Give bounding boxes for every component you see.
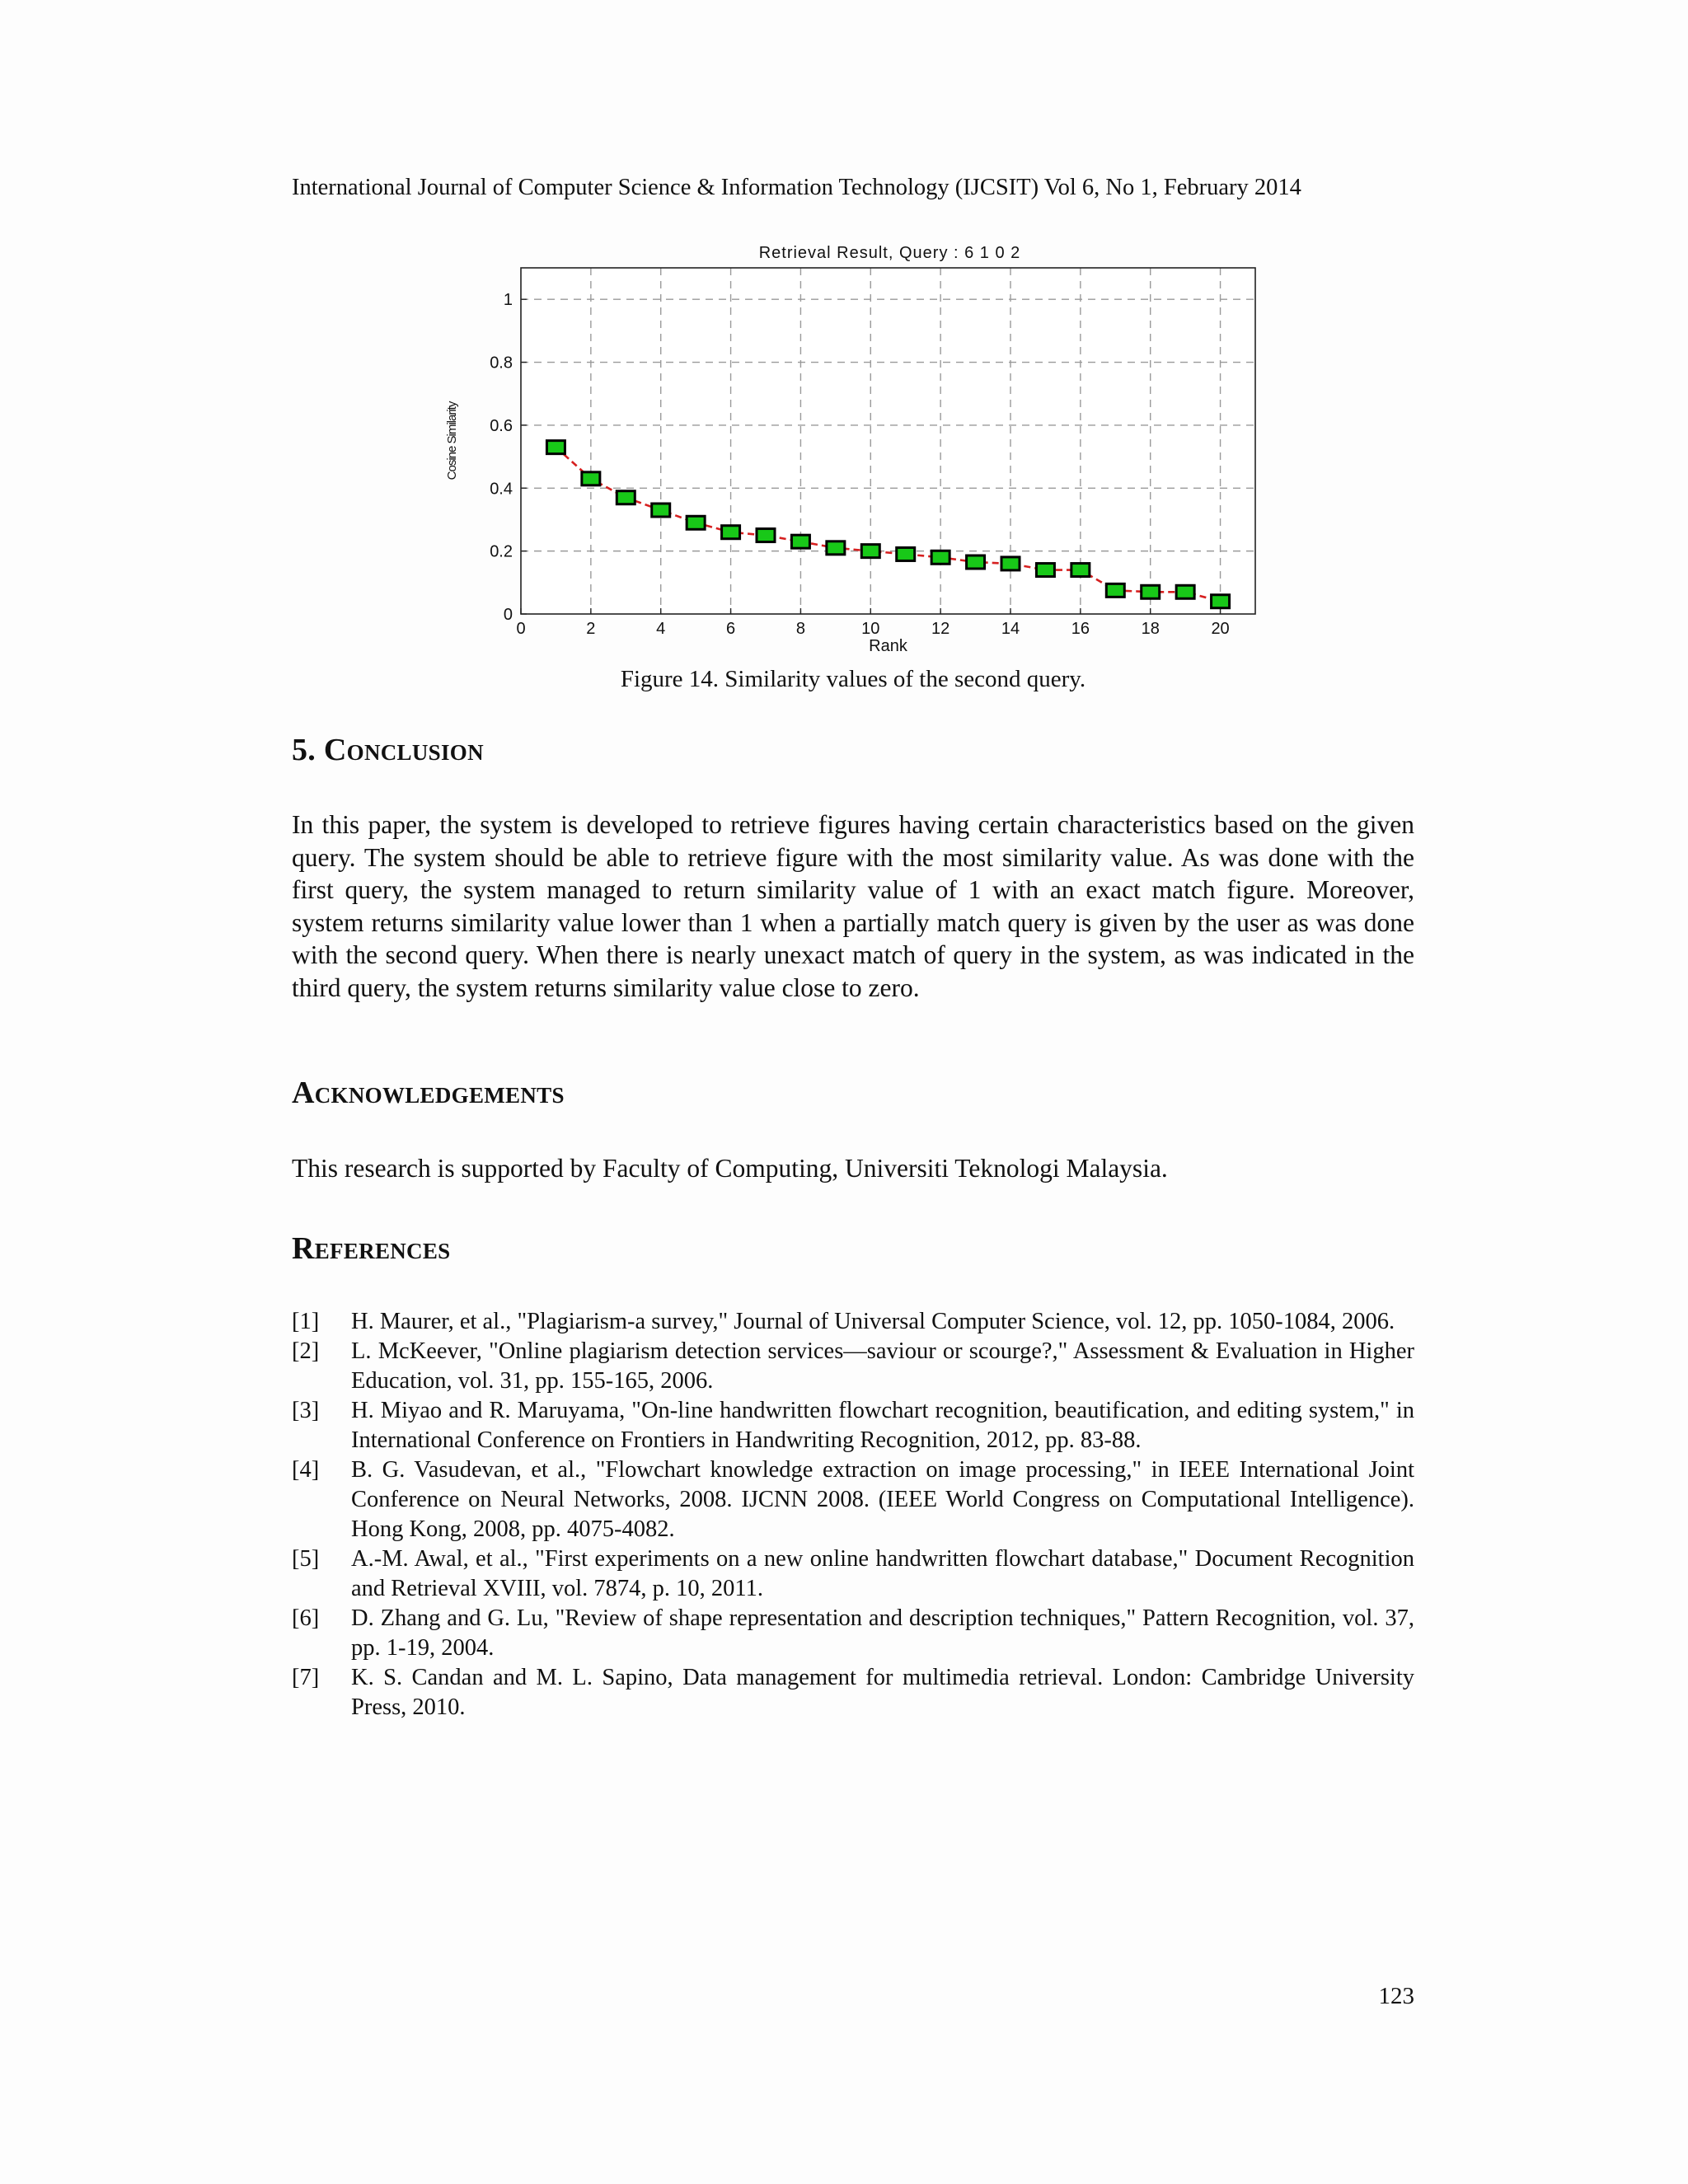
- acknowledgements-heading: Acknowledgements: [292, 1076, 565, 1110]
- data-point: [757, 529, 775, 542]
- data-point: [1036, 564, 1054, 577]
- reference-item: [292, 1604, 1414, 1663]
- similarity-chart-svg: [429, 235, 1269, 663]
- reference-number: [3]: [292, 1398, 320, 1423]
- y-tick-label: 0.8: [490, 354, 513, 373]
- reference-number: [2]: [292, 1338, 320, 1364]
- data-point: [1071, 564, 1090, 577]
- running-header: International Journal of Computer Science & Information Technology (IJCSIT) Vol 6, No 1, February 2014: [292, 175, 1301, 200]
- data-point: [582, 472, 600, 485]
- x-tick-label: 16: [1071, 620, 1090, 638]
- data-point: [861, 545, 879, 558]
- y-tick-label: 0.4: [490, 480, 513, 499]
- data-point: [827, 541, 845, 555]
- x-tick-label: 4: [656, 620, 666, 638]
- data-point: [546, 441, 565, 454]
- plot-area: [521, 268, 1255, 614]
- acknowledgements-paragraph: This research is supported by Faculty of Computing, Universiti Teknologi Malaysia.: [292, 1154, 1168, 1183]
- x-tick-label: 12: [931, 620, 950, 638]
- x-axis-label: Rank: [869, 637, 907, 655]
- data-point: [1176, 585, 1194, 598]
- chart-title: Retrieval Result, Query : 6 1 0 2: [758, 244, 1021, 262]
- x-tick-label: 20: [1211, 620, 1230, 638]
- reference-number: [4]: [292, 1457, 320, 1483]
- data-point: [1106, 583, 1124, 597]
- data-point: [1142, 585, 1160, 598]
- x-tick-label: 10: [861, 620, 880, 638]
- x-tick-label: 6: [726, 620, 736, 638]
- reference-text: K. S. Candan and M. L. Sapino, Data management for multimedia retrieval. London: Cambridge University Press, 2010.: [351, 1665, 1414, 1720]
- x-tick-label: 8: [795, 620, 805, 638]
- y-tick-label: 0.2: [490, 542, 513, 561]
- references-heading: References: [292, 1231, 451, 1266]
- x-tick-label: 2: [586, 620, 596, 638]
- reference-number: [1]: [292, 1309, 320, 1334]
- page-number: 123: [1378, 1983, 1414, 2009]
- data-point: [652, 504, 670, 517]
- reference-text: A.-M. Awal, et al., "First experiments on a new online handwritten flowchart database," Document Recognition and Retrieval XVIII, vol. 7874, p. 10, 2011.: [351, 1546, 1414, 1601]
- reference-text: D. Zhang and G. Lu, "Review of shape representation and description techniques," Pattern Recognition, vol. 37, pp. 1-19, 2004.: [351, 1605, 1414, 1661]
- y-tick-label: 1: [503, 291, 513, 310]
- data-point: [931, 551, 950, 564]
- data-point: [617, 491, 635, 504]
- reference-number: [5]: [292, 1546, 320, 1572]
- y-tick-label: 0.6: [490, 416, 513, 435]
- reference-item: [292, 1544, 1414, 1604]
- reference-item: [292, 1396, 1414, 1455]
- reference-text: L. McKeever, "Online plagiarism detection services—saviour or scourge?," Assessment & Evaluation in Higher Education, vol. 31, pp. 155-165, 2006.: [351, 1338, 1414, 1394]
- data-point: [687, 516, 705, 529]
- reference-number: [7]: [292, 1665, 320, 1690]
- data-point: [897, 547, 915, 560]
- conclusion-paragraph: In this paper, the system is developed to retrieve figures having certain characteristics based on the given query. The system should be able to retrieve figure with the most similarity value. As was done with the first query, the system managed to return similarity value of 1 with an exact match figure. Moreover, system returns similarity value lower than 1 when a partially match query is given by the user as was done with the second query. When there is nearly unexact match of query in the system, as was indicated in the third query, the system returns similarity value close to zero.: [292, 810, 1414, 1002]
- conclusion-heading: 5. Conclusion: [292, 733, 484, 767]
- data-point: [967, 555, 985, 569]
- reference-item: [292, 1337, 1414, 1396]
- y-tick-label: 0: [503, 606, 513, 624]
- x-tick-label: 0: [516, 620, 526, 638]
- reference-number: [6]: [292, 1605, 320, 1631]
- data-point: [1212, 595, 1230, 608]
- reference-text: B. G. Vasudevan, et al., "Flowchart knowledge extraction on image processing," in IEEE International Joint Conference on Neural Networks, 2008. IJCNN 2008. (IEEE World Congress on Computational Intelligence). Hong Kong, 2008, pp. 4075-4082.: [351, 1457, 1414, 1542]
- reference-item: [292, 1307, 1414, 1337]
- similarity-chart: [429, 235, 1269, 663]
- data-point: [791, 535, 809, 548]
- reference-text: H. Maurer, et al., "Plagiarism-a survey," Journal of Universal Computer Science, vol. 12, pp. 1050-1084, 2006.: [351, 1309, 1395, 1334]
- y-axis-label: Cosine Similarity: [445, 401, 459, 480]
- figure-caption: Figure 14. Similarity values of the second query.: [620, 666, 1086, 692]
- reference-item: [292, 1455, 1414, 1544]
- x-tick-label: 14: [1001, 620, 1020, 638]
- reference-text: H. Miyao and R. Maruyama, "On-line handwritten flowchart recognition, beautification, and editing system," in International Conference on Frontiers in Handwriting Recognition, 2012, pp. 83-88.: [351, 1398, 1414, 1453]
- data-point: [722, 526, 740, 539]
- reference-list: [292, 1307, 1414, 1722]
- x-tick-label: 18: [1141, 620, 1160, 638]
- reference-item: [292, 1663, 1414, 1722]
- data-point: [1001, 557, 1020, 570]
